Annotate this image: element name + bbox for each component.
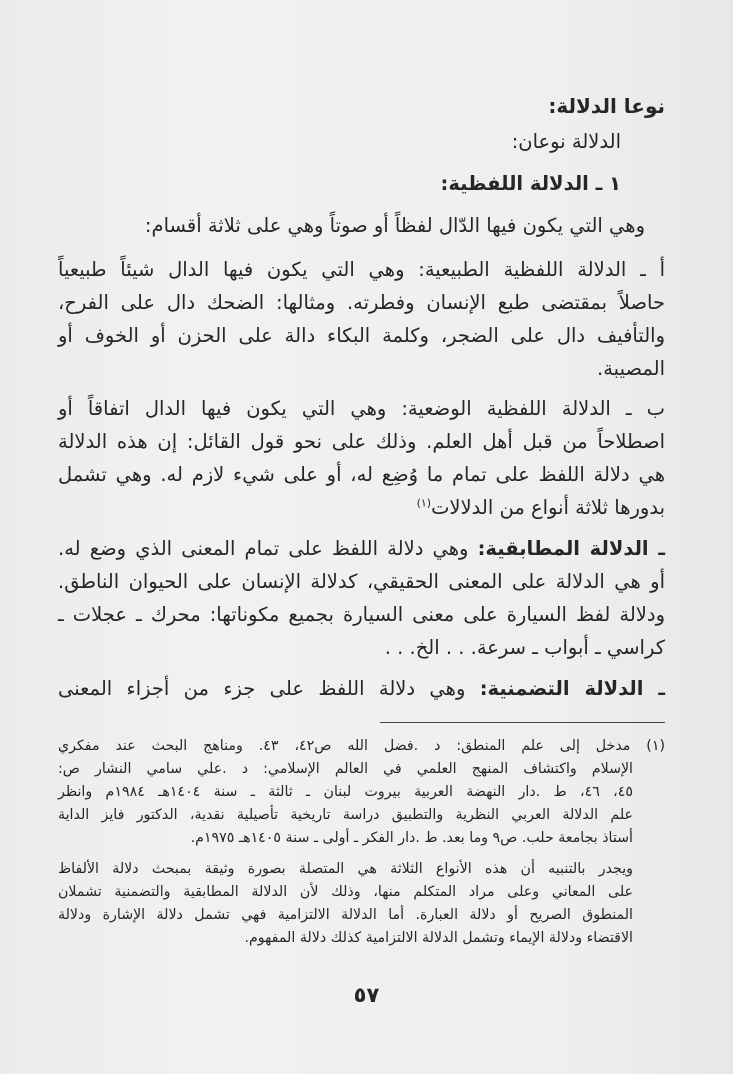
conventional-line-4 bbox=[58, 494, 665, 522]
inclusion-def: وهي دلالة اللفظ على جزء من أجزاء المعنى bbox=[58, 677, 480, 700]
footnote-line-6: ويجدر بالتنبيه أن هذه الأنواع الثلاثة هي المتصلة بصورة وثيقة بمبحث دلالة الألفاظ bbox=[58, 861, 633, 877]
correspondence-line-1 bbox=[58, 535, 665, 563]
intro-line: الدلالة نوعان: bbox=[511, 130, 621, 153]
correspondence-def: وهي دلالة اللفظ على تمام المعنى الذي وضع له. bbox=[58, 537, 478, 560]
footnote-separator bbox=[380, 722, 665, 723]
natural-line-3: والتأفيف دال على الضجر، وكلمة البكاء دالة على الحزن أو الخوف أو bbox=[58, 324, 665, 347]
correspondence-line-2: أو هي الدلالة على المعنى الحقيقي، كدلالة الإنسان على الحيوان الناطق. bbox=[58, 570, 665, 593]
footnote-line-9: الاقتضاء ودلالة الإيماء وتشمل الدلالة الالتزامية كذلك دلالة المفهوم. bbox=[244, 930, 633, 946]
natural-line-1: أ ـ الدلالة اللفظية الطبيعية: وهي التي يكون فيها الدال شيئاً طبيعياً bbox=[58, 258, 665, 281]
page-number: ٥٧ bbox=[353, 983, 380, 1007]
part1-heading: ١ ـ الدلالة اللفظية: bbox=[440, 172, 621, 195]
natural-line-4: المصيبة. bbox=[597, 357, 665, 380]
conventional-line-2: اصطلاحاً من قبل أهل العلم. وذلك على نحو قول القائل: إن هذه الدلالة bbox=[58, 430, 665, 453]
conventional-line-3: هي دلالة اللفظ على تمام ما وُضِع له، أو على شيء لازم له. وهي تشمل bbox=[58, 463, 665, 486]
conventional-last-text: بدورها ثلاثة أنواع من الدلالات bbox=[431, 496, 665, 519]
inclusion-line-1 bbox=[58, 675, 665, 703]
correspondence-line-4: كراسي ـ أبواب ـ سرعة. . . الخ. . . bbox=[384, 636, 665, 659]
footnote-line-5: أستاذ بجامعة حلب. ص٩ وما بعد. ط .دار الفكر ـ أولى ـ سنة ١٤٠٥هـ ١٩٧٥م. bbox=[190, 830, 633, 846]
correspondence-line-3: ودلالة لفظ السيارة على معنى السيارة بجميع مكوناتها: محرك ـ عجلات ـ bbox=[58, 603, 665, 626]
correspondence-term: ـ الدلالة المطابقية: bbox=[477, 537, 665, 560]
natural-line-2: حاصلاً بمقتضى طبع الإنسان وفطرته. ومثالها: الضحك دال على الفرح، bbox=[58, 291, 665, 314]
footnote-line-2: الإسلام واكتشاف المنهج العلمي في العالم الإسلامي: د .علي سامي النشار ص: bbox=[58, 761, 633, 777]
section-title: نوعا الدلالة: bbox=[548, 94, 665, 118]
footnote-line-4: علم الدلالة العربي النظرية والتطبيق دراسة تاريخية تأصيلية نقدية، الدكتور فايز الداية bbox=[58, 807, 633, 823]
footnote-line-8: المنطوق الصريح أو دلالة العبارة. أما الدلالة الالتزامية فهي تشمل دلالة الإشارة ودلالة bbox=[58, 907, 633, 923]
part1-definition: وهي التي يكون فيها الدّال لفظاً أو صوتاً وهي على ثلاثة أقسام: bbox=[144, 214, 645, 237]
inclusion-term: ـ الدلالة التضمنية: bbox=[479, 677, 665, 700]
footnote-line-7: على المعاني وعلى مراد المتكلم منها، وذلك لأن الدلالة المطابقية والتضمنية تشملان bbox=[58, 884, 633, 900]
conventional-line-1: ب ـ الدلالة اللفظية الوضعية: وهي التي يكون فيها الدال اتفاقاً أو bbox=[58, 397, 665, 420]
footnote-line-3: ٤٥، ٤٦، ط .دار النهضة العربية بيروت لبنان ـ ثالثة ـ سنة ١٤٠٤هـ ١٩٨٤م وانظر bbox=[58, 784, 633, 800]
footnote-ref[interactable]: (١) bbox=[416, 496, 432, 510]
footnote-line-1: (١) مدخل إلى علم المنطق: د .فضل الله ص٤٢، ٤٣. ومناهج البحث عند مفكري bbox=[58, 738, 665, 754]
